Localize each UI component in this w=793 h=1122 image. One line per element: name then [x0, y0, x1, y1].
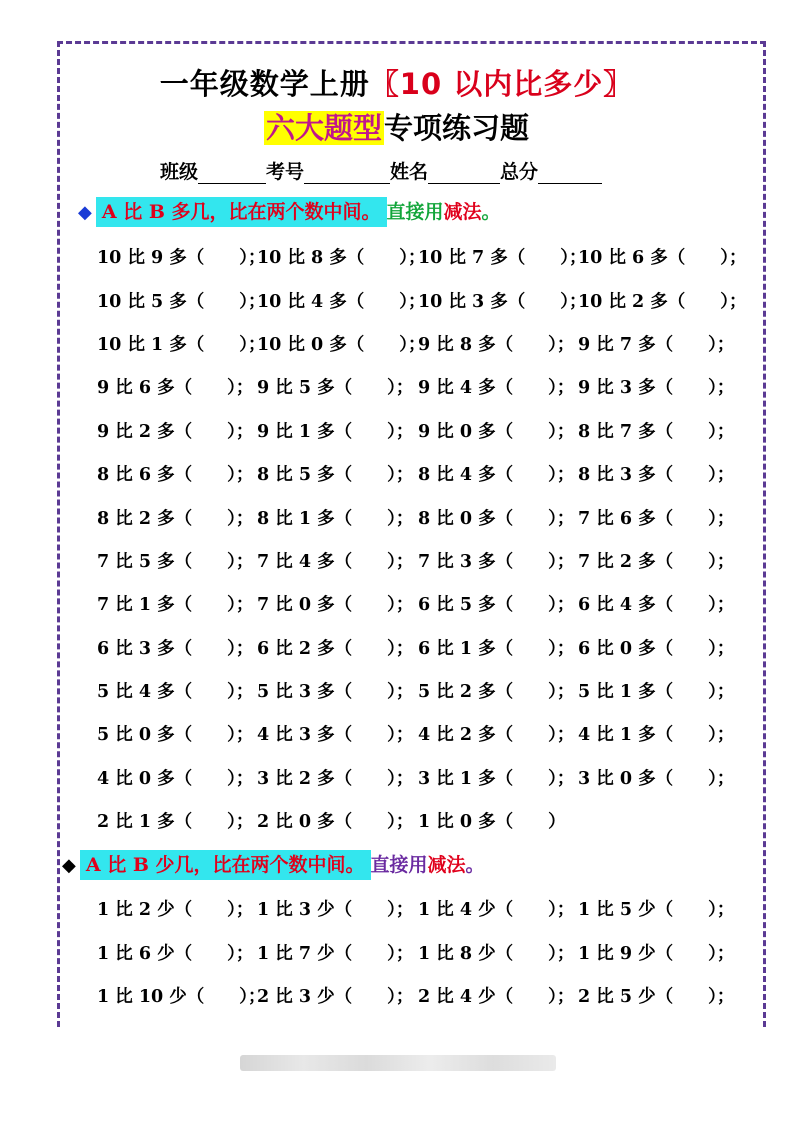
section1-title: A 比 B 多几，比在两个数中间。 — [96, 197, 387, 227]
exercise-item[interactable]: 7 比 5 多（ ）； — [97, 551, 254, 572]
section2-heading — [62, 850, 485, 877]
exercise-item[interactable]: 5 比 0 多（ ）； — [97, 725, 254, 746]
exercise-item[interactable]: 4 比 1 多（ ）； — [578, 725, 735, 746]
title-main: 一年级数学上册 — [159, 67, 370, 101]
exercise-row — [97, 235, 747, 278]
exercise-item[interactable]: 10 比 4 多（ ）； — [257, 291, 426, 312]
exercise-row — [97, 365, 738, 408]
exercise-item[interactable]: 6 比 1 多（ ）； — [418, 638, 575, 659]
exercise-item[interactable]: 1 比 2 少（ ）； — [97, 900, 254, 921]
exercise-item[interactable]: 6 比 5 多（ ）； — [418, 595, 575, 616]
subtitle-rest: 专项练习题 — [384, 111, 530, 145]
exercise-row — [97, 799, 738, 842]
exercise-item[interactable]: 10 比 9 多（ ）； — [97, 248, 266, 269]
exercise-item[interactable]: 3 比 0 多（ ）； — [578, 768, 735, 789]
exercise-item[interactable]: 2 比 4 少（ ）； — [418, 986, 575, 1007]
exercise-item[interactable]: 4 比 3 多（ ）； — [257, 725, 414, 746]
diamond-icon: ◆ — [78, 202, 92, 223]
exercise-item[interactable]: 10 比 5 多（ ）； — [97, 291, 266, 312]
exercise-item[interactable]: 9 比 7 多（ ）； — [578, 334, 735, 355]
exam-blank[interactable] — [304, 165, 390, 184]
section1-method: 减法 — [443, 201, 482, 223]
exercise-item[interactable]: 6 比 4 多（ ）； — [578, 595, 735, 616]
exercise-item[interactable]: 9 比 6 多（ ）； — [97, 378, 254, 399]
exercise-row — [97, 669, 738, 712]
section1-direct: 直接用 — [386, 201, 444, 223]
exercise-item[interactable]: 9 比 3 多（ ）； — [578, 378, 735, 399]
exercise-item[interactable]: 7 比 2 多（ ）； — [578, 551, 735, 572]
section2-exercises — [97, 887, 738, 1017]
exercise-item[interactable]: 4 比 0 多（ ）； — [97, 768, 254, 789]
name-label: 姓名 — [390, 161, 429, 183]
section2-end: 。 — [465, 854, 485, 876]
exercise-item[interactable]: 1 比 0 多（ ） — [418, 812, 566, 833]
exercise-item[interactable]: 7 比 0 多（ ）； — [257, 595, 414, 616]
exercise-item[interactable]: 10 比 8 多（ ）； — [257, 248, 426, 269]
exercise-row — [97, 322, 738, 365]
exercise-row — [97, 452, 738, 495]
exercise-row — [97, 974, 738, 1017]
exercise-item[interactable]: 9 比 2 多（ ）； — [97, 421, 254, 442]
exercise-item[interactable]: 8 比 2 多（ ）； — [97, 508, 254, 529]
exercise-row — [97, 582, 738, 625]
exercise-item[interactable]: 10 比 7 多（ ）； — [418, 248, 587, 269]
exercise-item[interactable]: 2 比 0 多（ ）； — [257, 812, 414, 833]
exercise-item[interactable]: 2 比 3 少（ ）； — [257, 986, 414, 1007]
score-label: 总分 — [500, 161, 539, 183]
exercise-row — [97, 409, 738, 452]
exercise-item[interactable]: 8 比 1 多（ ）； — [257, 508, 414, 529]
exercise-item[interactable]: 3 比 2 多（ ）； — [257, 768, 414, 789]
exercise-item[interactable]: 5 比 3 多（ ）； — [257, 682, 414, 703]
exercise-item[interactable]: 9 比 5 多（ ）； — [257, 378, 414, 399]
exercise-item[interactable]: 5 比 1 多（ ）； — [578, 682, 735, 703]
section1-end: 。 — [481, 201, 501, 223]
exercise-item[interactable]: 6 比 3 多（ ）； — [97, 638, 254, 659]
section2-title: A 比 B 少几，比在两个数中间。 — [80, 850, 371, 880]
exercise-item[interactable]: 6 比 0 多（ ）； — [578, 638, 735, 659]
exercise-item[interactable]: 7 比 1 多（ ）； — [97, 595, 254, 616]
exercise-item[interactable]: 1 比 8 少（ ）； — [418, 943, 575, 964]
exercise-item[interactable]: 10 比 6 多（ ）； — [578, 248, 747, 269]
exercise-item[interactable]: 1 比 7 少（ ）； — [257, 943, 414, 964]
exercise-row — [97, 278, 747, 321]
name-blank[interactable] — [428, 165, 500, 184]
exercise-item[interactable]: 10 比 0 多（ ）； — [257, 334, 426, 355]
exercise-row — [97, 756, 738, 799]
exam-label: 考号 — [266, 161, 305, 183]
exercise-item[interactable]: 2 比 1 多（ ）； — [97, 812, 254, 833]
section2-direct: 直接用 — [370, 854, 428, 876]
page-subtitle — [0, 106, 793, 147]
exercise-item[interactable]: 8 比 7 多（ ）； — [578, 421, 735, 442]
exercise-item[interactable]: 8 比 0 多（ ）； — [418, 508, 575, 529]
subtitle-highlight: 六大题型 — [265, 111, 382, 145]
exercise-item[interactable]: 7 比 6 多（ ）； — [578, 508, 735, 529]
blurred-footer — [240, 1055, 556, 1071]
exercise-item[interactable]: 4 比 2 多（ ）； — [418, 725, 575, 746]
exercise-item[interactable]: 1 比 6 少（ ）； — [97, 943, 254, 964]
exercise-item[interactable]: 9 比 4 多（ ）； — [418, 378, 575, 399]
page-title — [0, 62, 793, 103]
section2-method: 减法 — [427, 854, 466, 876]
exercise-item[interactable]: 10 比 3 多（ ）； — [418, 291, 587, 312]
section1-heading — [78, 197, 501, 224]
exercise-item[interactable]: 9 比 8 多（ ）； — [418, 334, 575, 355]
exercise-row — [97, 930, 738, 973]
exercise-item[interactable]: 2 比 5 少（ ）； — [578, 986, 735, 1007]
diamond-icon: ◆ — [62, 855, 76, 876]
exercise-item[interactable]: 7 比 3 多（ ）； — [418, 551, 575, 572]
class-blank[interactable] — [198, 165, 266, 184]
score-blank[interactable] — [538, 165, 602, 184]
exercise-item[interactable]: 1 比 9 少（ ）； — [578, 943, 735, 964]
exercise-item[interactable]: 9 比 0 多（ ）； — [418, 421, 575, 442]
exercise-item[interactable]: 8 比 6 多（ ）； — [97, 465, 254, 486]
exercise-row — [97, 626, 738, 669]
title-topic: 〖10 以内比多少〗 — [369, 67, 634, 101]
exercise-item[interactable]: 5 比 4 多（ ）； — [97, 682, 254, 703]
exercise-item[interactable]: 10 比 1 多（ ）； — [97, 334, 266, 355]
exercise-item[interactable]: 1 比 5 少（ ）； — [578, 900, 735, 921]
exercise-item[interactable]: 1 比 10 少（ ）； — [97, 986, 266, 1007]
exercise-item[interactable]: 9 比 1 多（ ）； — [257, 421, 414, 442]
exercise-item[interactable]: 10 比 2 多（ ）； — [578, 291, 747, 312]
student-info-line — [160, 157, 602, 184]
class-label: 班级 — [160, 161, 199, 183]
exercise-row — [97, 495, 738, 538]
exercise-item[interactable]: 5 比 2 多（ ）； — [418, 682, 575, 703]
exercise-item[interactable]: 3 比 1 多（ ）； — [418, 768, 575, 789]
exercise-item[interactable]: 6 比 2 多（ ）； — [257, 638, 414, 659]
exercise-item[interactable]: 1 比 4 少（ ）； — [418, 900, 575, 921]
exercise-item[interactable]: 8 比 3 多（ ）； — [578, 465, 735, 486]
section1-exercises — [97, 235, 747, 842]
exercise-item[interactable]: 7 比 4 多（ ）； — [257, 551, 414, 572]
exercise-row — [97, 539, 738, 582]
exercise-item[interactable]: 1 比 3 少（ ）； — [257, 900, 414, 921]
exercise-row — [97, 712, 738, 755]
exercise-item[interactable]: 8 比 4 多（ ）； — [418, 465, 575, 486]
exercise-item[interactable]: 8 比 5 多（ ）； — [257, 465, 414, 486]
exercise-row — [97, 887, 738, 930]
